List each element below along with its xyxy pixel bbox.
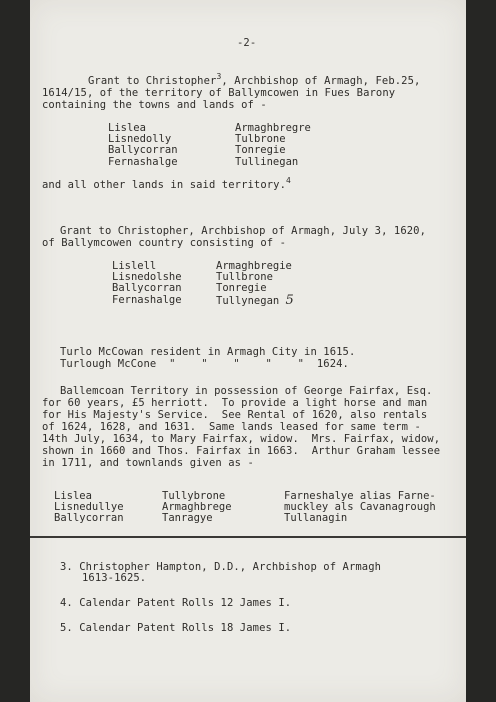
grant-1-line-1: Grant to Christopher$^3$, Archbishop of Armagh, Feb.25, <box>88 72 421 87</box>
resident-line-2: Turlough McCone " " " " " 1624. <box>60 358 349 370</box>
para-line-6: shown in 1660 and Thos. Fairfax in 1663. Arthur Graham lessee <box>42 445 441 457</box>
para-line-4: of 1624, 1628, and 1631. Same lands leased for same term - <box>42 421 421 433</box>
grant-1-lands-col-1: Lislea Lisnedolly Ballycorran Fernashalge <box>108 122 178 168</box>
grant-2-lands-col-1: Lislell Lisnedolshe Ballycorran Fernashalge <box>112 260 182 306</box>
footnote-3-line-2: 1613-1625. <box>82 572 147 584</box>
para-line-2: for 60 years, £5 herriott. To provide a light horse and man <box>42 397 428 409</box>
townlands-col-2: Tullybrone Armaghbrege Tanragye <box>162 490 232 525</box>
para-line-5: 14th July, 1634, to Mary Fairfax, widow. Mrs. Fairfax, widow, <box>42 433 441 445</box>
townlands-col-3: Farneshalye alias Farne- muckley als Cavanagrough Tullanagin <box>284 490 436 525</box>
grant-1-closing: and all other lands in said territory.$^4$ <box>42 176 291 191</box>
page-number: -2- <box>237 37 257 49</box>
handwritten-footnote-mark: 5 <box>285 292 294 308</box>
grant-2-line-1: Grant to Christopher, Archbishop of Armagh, July 3, 1620, <box>60 225 427 237</box>
grant-1-lands-col-2: Armaghbregre Tulbrone Tonregie Tullinegan <box>235 122 311 168</box>
para-line-7: in 1711, and townlands given as - <box>42 457 254 469</box>
footnote-4: 4. Calendar Patent Rolls 12 James I. <box>60 597 292 609</box>
resident-line-1: Turlo McCowan resident in Armagh City in 1615. <box>60 346 356 358</box>
footnote-3-line-1: 3. Christopher Hampton, D.D., Archbishop of Armagh <box>60 561 382 573</box>
grant-2-lands-col-2: Armaghbregie Tullbrone Tonregie Tullynegan 5 <box>216 260 294 308</box>
document-page <box>30 0 466 702</box>
footnote-5: 5. Calendar Patent Rolls 18 James I. <box>60 622 292 634</box>
footnote-divider <box>30 536 466 538</box>
townlands-col-1: Lislea Lisnedullye Ballycorran <box>54 490 124 525</box>
para-line-3: for His Majesty's Service. See Rental of 1620, also rentals <box>42 409 428 421</box>
grant-1-line-2: 1614/15, of the territory of Ballymcowen in Fues Barony <box>42 87 396 99</box>
grant-1-line-3: containing the towns and lands of - <box>42 99 267 111</box>
grant-2-line-2: of Ballymcowen country consisting of - <box>42 237 287 249</box>
para-line-1: Ballemcoan Territory in possession of George Fairfax, Esq. <box>60 385 433 397</box>
